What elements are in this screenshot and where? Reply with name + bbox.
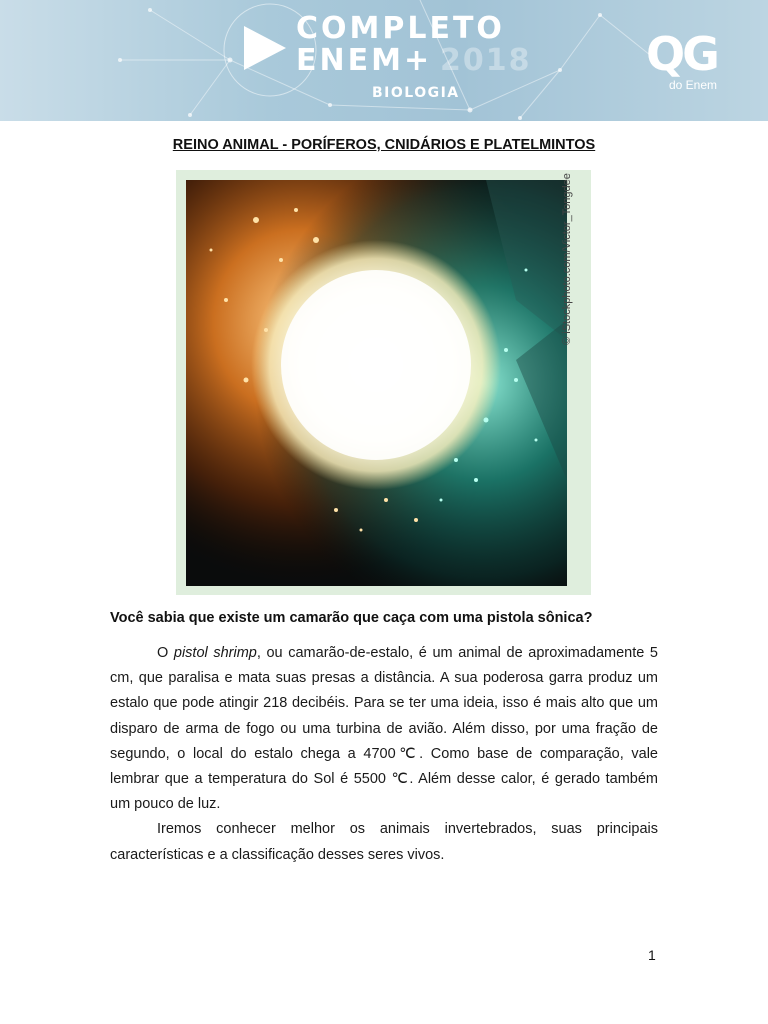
brand-year: 2018 xyxy=(440,43,532,78)
qg-logo-subtitle: do Enem xyxy=(669,78,718,92)
brand-name-line1: COMPLETO xyxy=(296,11,505,46)
sonic-flash-photo xyxy=(186,180,567,586)
paragraph-2: Iremos conhecer melhor os animais invertebrados, suas principais características e a classificação desses seres vivos. xyxy=(110,821,658,863)
term-pistol-shrimp: pistol shrimp xyxy=(173,645,257,661)
paragraph-1: O pistol shrimp, ou camarão-de-estalo, é um animal de aproximadamente 5 cm, que paralisa e mata suas presas a distância. A sua poderosa garra produz um estalo que pode atingir 218 decibéis. Para se ter uma ideia, isso é mais alto que um disparo de arma de fogo ou uma turbina de avião. Além disso, por uma fração de segundo, o local do estalo chega a 4700℃. Como base de comparação, vale lembrar que a temperatura do Sol é 5500 ℃. Além desse calor, é gerado também um pouco de luz. xyxy=(110,645,658,813)
header-banner xyxy=(0,0,768,121)
qg-logo: QG xyxy=(646,27,717,81)
body-text xyxy=(110,641,658,868)
figure-frame xyxy=(176,170,591,595)
lead-question: Você sabia que existe um camarão que caça com uma pistola sônica? xyxy=(110,610,593,626)
document-title: REINO ANIMAL - PORÍFEROS, CNIDÁRIOS E PLATELMINTOS xyxy=(172,137,596,153)
brand-subject: BIOLOGIA xyxy=(372,85,460,101)
play-icon xyxy=(240,24,288,72)
photo-credit: © iStockphoto.com/Victor_Tongdee xyxy=(561,172,573,345)
page-number: 1 xyxy=(648,947,656,963)
brand-name-line2: ENEM+ xyxy=(296,43,433,78)
